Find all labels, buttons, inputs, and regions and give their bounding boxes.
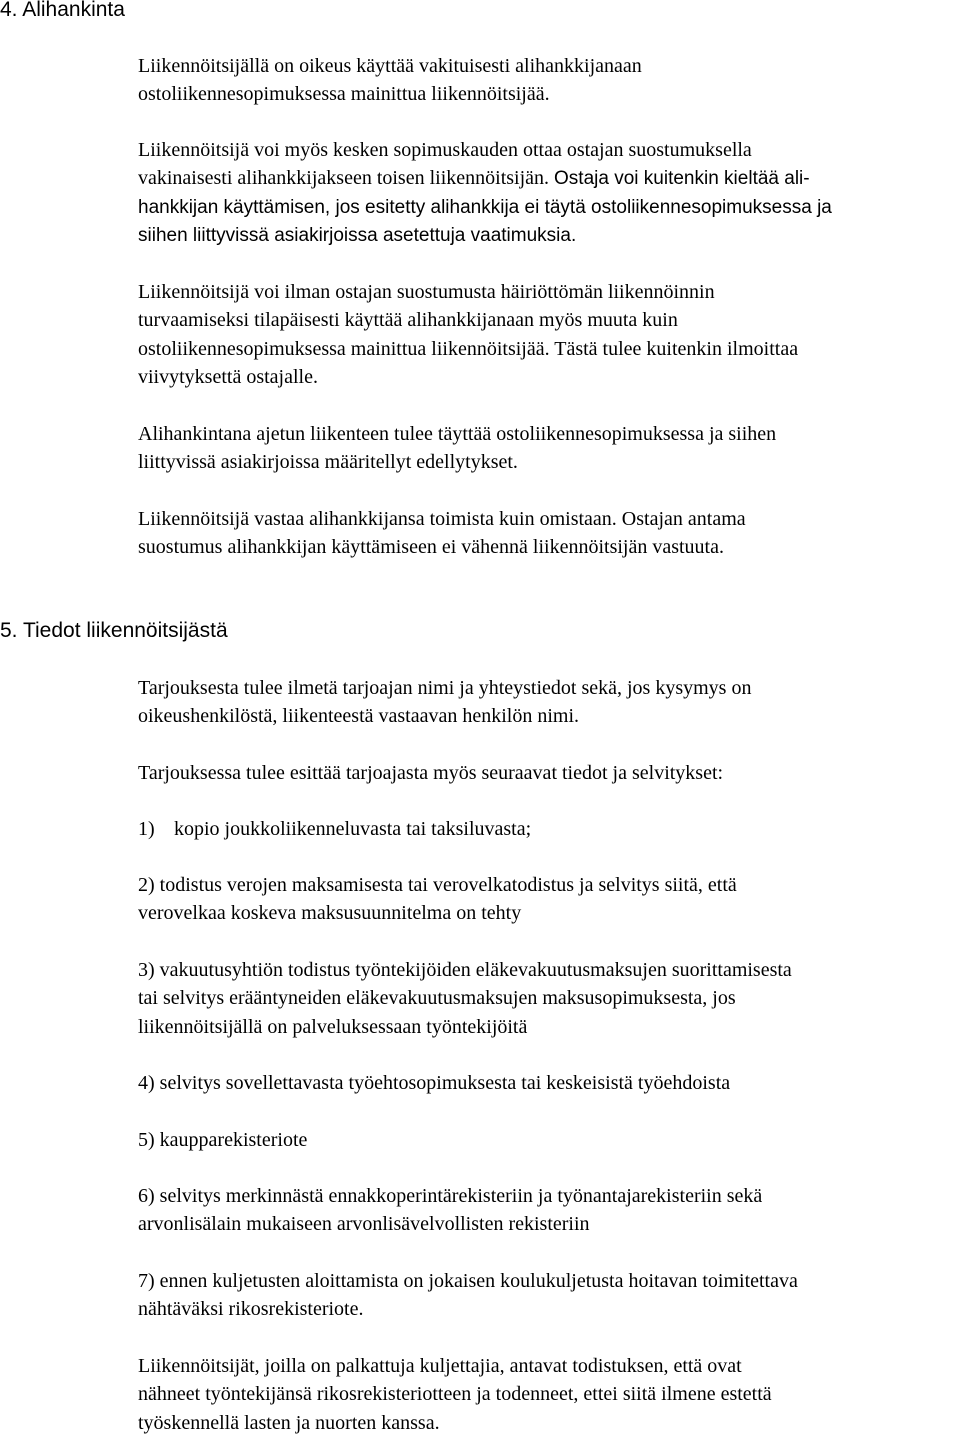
list-item-3 (138, 956, 958, 1041)
list-item-text: kopio joukkoliikenneluvasta tai taksiluvasta; (174, 818, 532, 840)
text-line: ostoliikennesopimuksessa mainittua liikennöitsijää. (138, 83, 550, 106)
text-line: verovelkaa koskeva maksusuunnitelma on tehty (138, 902, 522, 925)
list-number: 5) (138, 1129, 155, 1151)
text-segment: Ostaja voi kuitenkin kieltää ali- (554, 168, 810, 190)
list-item-text: ennen kuljetusten aloittamista on jokaisen koulukuljetusta hoitavan toimitettava (159, 1270, 798, 1292)
paragraph-subcontracting-consent (138, 136, 958, 250)
text-line: työskennellä lasten ja nuorten kanssa. (138, 1411, 440, 1434)
paragraph-bidder-identity (138, 674, 958, 731)
list-number: 4) (138, 1072, 155, 1094)
list-number: 3) (138, 959, 155, 981)
text-segment: vakinaisesti alihankkijakseen toisen liikennöitsijän. (138, 167, 550, 190)
text-line (138, 815, 958, 843)
text-line: Tarjouksesta tulee ilmetä tarjoajan nimi ja yhteystiedot sekä, jos kysymys on (138, 677, 752, 699)
text-line: Liikennöitsijä vastaa alihankkijansa toimista kuin omistaan. Ostajan antama (138, 508, 746, 530)
text-line: Liikennöitsijä voi ilman ostajan suostumusta häiriöttömän liikennöinnin (138, 281, 715, 303)
paragraph-subcontracting-responsibility (138, 505, 958, 562)
text-line: tai selvitys erääntyneiden eläkevakuutusmaksujen maksusopimuksesta, jos (138, 987, 736, 1010)
section-5-heading: 5. Tiedot liikennöitsijästä (0, 619, 228, 642)
text-line: liittyvissä asiakirjoissa määritellyt edellytykset. (138, 451, 518, 474)
text-line: ostoliikennesopimuksessa mainittua liikennöitsijää. Tästä tulee kuitenkin ilmoittaa (138, 337, 799, 360)
list-item-text: selvitys merkinnästä ennakkoperintärekisteriin ja työnantajarekisteriin sekä (159, 1185, 763, 1207)
paragraph-required-documents-intro (138, 759, 958, 787)
list-item-1 (138, 815, 958, 843)
text-line (138, 1069, 958, 1097)
list-item-5 (138, 1126, 958, 1154)
list-number: 2) (138, 874, 155, 896)
text-line: suostumus alihankkijan käyttämiseen ei vähennä liikennöitsijän vastuuta. (138, 536, 724, 559)
list-item-text: kaupparekisteriote (159, 1129, 308, 1151)
list-item-4 (138, 1069, 958, 1097)
text-line: Liikennöitsijät, joilla on palkattuja kuljettajia, antavat todistuksen, että ovat (138, 1355, 742, 1377)
text-line: siihen liittyvissä asiakirjoissa asetettuja vaatimuksia. (138, 224, 577, 246)
text-line: hankkijan käyttämisen, jos esitetty alihankkija ei täytä ostoliikennesopimuksessa ja (138, 196, 832, 218)
text-line (138, 956, 958, 984)
text-line: Alihankintana ajetun liikenteen tulee täyttää ostoliikennesopimuksessa ja siihen (138, 423, 777, 445)
text-line: Liikennöitsijällä on oikeus käyttää vakituisesti alihankkijanaan (138, 55, 642, 77)
text-line: liikennöitsijällä on palveluksessaan työntekijöitä (138, 1015, 528, 1038)
list-item-text: todistus verojen maksamisesta tai verovelkatodistus ja selvitys siitä, että (159, 874, 737, 896)
text-line: nähtäväksi rikosrekisteriote. (138, 1298, 364, 1321)
text-line: Tarjouksessa tulee esittää tarjoajasta myös seuraavat tiedot ja selvitykset: (138, 762, 724, 784)
list-item-6 (138, 1182, 958, 1239)
section-4-heading: 4. Alihankinta (0, 0, 125, 21)
text-line: Liikennöitsijä voi myös kesken sopimuskauden ottaa ostajan suostumuksella (138, 139, 752, 161)
text-line: oikeushenkilöstä, liikenteestä vastaavan henkilön nimi. (138, 705, 580, 728)
text-line (138, 1126, 958, 1154)
text-line: arvonlisälain mukaiseen arvonlisävelvollisten rekisteriin (138, 1213, 590, 1236)
list-item-2 (138, 871, 958, 928)
text-line (138, 871, 958, 899)
list-number: 7) (138, 1270, 155, 1292)
list-number: 6) (138, 1185, 155, 1207)
text-line (138, 1267, 958, 1295)
text-line (138, 1182, 958, 1210)
list-item-text: selvitys sovellettavasta työehtosopimuksesta tai keskeisistä työehdoista (159, 1072, 731, 1094)
paragraph-subcontracting-right (138, 52, 958, 109)
paragraph-criminal-record-statement (138, 1352, 958, 1437)
list-item-7 (138, 1267, 958, 1324)
paragraph-temporary-subcontracting (138, 278, 958, 391)
text-line: turvaamiseksi tilapäisesti käyttää alihankkijanaan myös muuta kuin (138, 309, 678, 332)
list-number: 1) (138, 818, 155, 840)
paragraph-subcontracting-requirements (138, 420, 958, 477)
text-line (138, 164, 958, 193)
text-line: nähneet työntekijänsä rikosrekisteriotteen ja todenneet, ettei siitä ilmene estettä (138, 1383, 772, 1406)
text-line: viivytyksettä ostajalle. (138, 365, 318, 388)
list-item-text: vakuutusyhtiön todistus työntekijöiden eläkevakuutusmaksujen suorittamisesta (159, 959, 792, 981)
